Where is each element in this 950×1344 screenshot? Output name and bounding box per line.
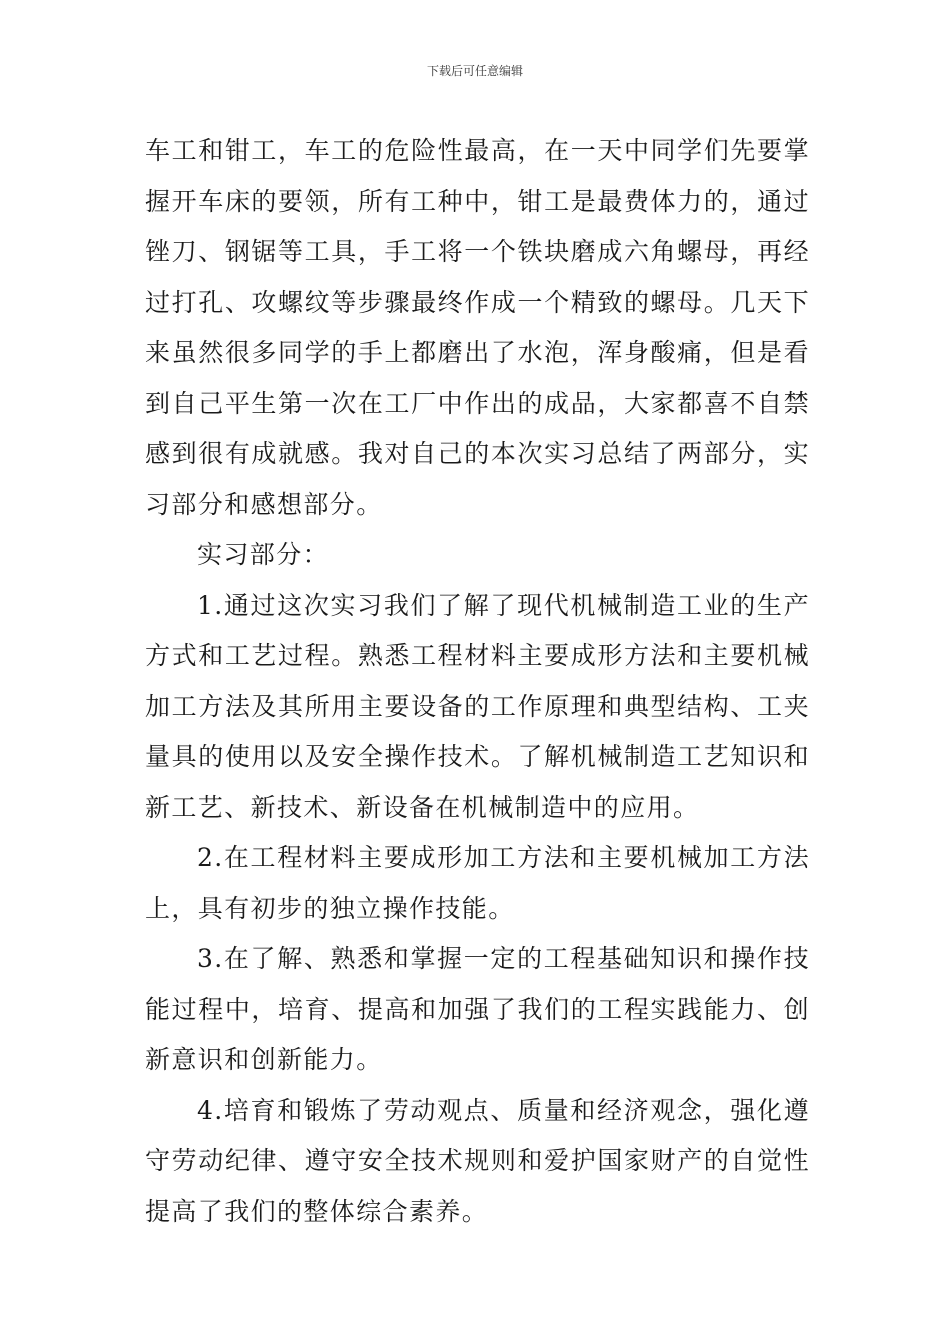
list-item-4: 4.培育和锻炼了劳动观点、质量和经济观念，强化遵守劳动纪律、遵守安全技术规则和爱护国家财产的自觉性提高了我们的整体综合素养。: [145, 1095, 810, 1226]
list-item-1: 1.通过这次实习我们了解了现代机械制造工业的生产方式和工艺过程。熟悉工程材料主要成形方法和主要机械加工方法及其所用主要设备的工作原理和典型结构、工夹量具的使用以及安全操作技术。了解机械制造工艺知识和新工艺、新技术、新设备在机械制造中的应用。: [145, 590, 810, 822]
section-heading: 实习部分：: [197, 540, 330, 569]
list-item-2: 2.在工程材料主要成形加工方法和主要机械加工方法上，具有初步的独立操作技能。: [145, 843, 810, 923]
list-item-3: 3.在了解、熟悉和掌握一定的工程基础知识和操作技能过程中，培育、提高和加强了我们的工程实践能力、创新意识和创新能力。: [145, 944, 810, 1074]
intro-paragraph: 车工和钳工，车工的危险性最高，在一天中同学们先要掌握开车床的要领，所有工种中，钳工是最费体力的，通过锉刀、钢锯等工具，手工将一个铁块磨成六角螺母，再经过打孔、攻螺纹等步骤最终作成一个精致的螺母。几天下来虽然很多同学的手上都磨出了水泡，浑身酸痛，但是看到自己平生第一次在工厂中作出的成品，大家都喜不自禁感到很有成就感。我对自己的本次实习总结了两部分，实习部分和感想部分。: [145, 136, 810, 519]
document-body: [145, 126, 810, 1237]
page-header: 下载后可任意编辑: [426, 64, 523, 78]
